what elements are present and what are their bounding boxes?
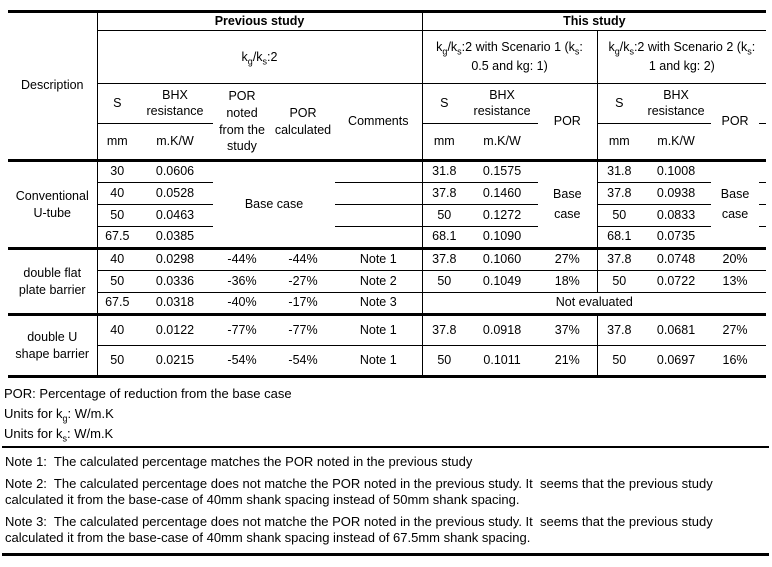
s-value-cell: 50 (97, 346, 137, 377)
comment-cell: Note 1 (335, 249, 422, 271)
description-header: Description (8, 12, 97, 161)
por-calculated-cell: -17% (271, 293, 335, 315)
group-label-cell: Conventional U-tube (8, 161, 97, 249)
notes-section (2, 446, 769, 556)
note-line: Note 2: The calculated percentage does not matche the POR noted in the previous study. It seems that the previous study (5, 476, 713, 491)
bhx-value-cell: 0.0681 (641, 315, 711, 346)
s-column-header: S (597, 84, 641, 124)
spacer-cell (759, 205, 766, 227)
s-value-cell: 50 (422, 271, 466, 293)
comment-cell: Note 2 (335, 271, 422, 293)
spacer-cell (759, 124, 766, 161)
prev-subtitle: $k_g/k_s:2$ (97, 31, 422, 84)
table-row (8, 227, 766, 249)
table-row (8, 31, 766, 84)
s-value-cell: 40 (97, 315, 137, 346)
note-line: Note 1: The calculated percentage matches the POR noted in the previous study (5, 454, 473, 469)
bhx-resistance-header: BHX resistance (466, 84, 538, 124)
note-line: Note 3: The calculated percentage does not matche the POR noted in the previous study. It seems that the previous study (5, 514, 713, 529)
comment-cell: Note 1 (335, 346, 422, 377)
por-noted-cell: -36% (213, 271, 271, 293)
comment-cell (335, 183, 422, 205)
comment-cell (335, 227, 422, 249)
comment-cell (335, 161, 422, 183)
table-row (8, 205, 766, 227)
s-value-cell: 50 (422, 346, 466, 377)
bhx-value-cell: 0.0336 (137, 271, 213, 293)
bhx-value-cell: 0.0722 (641, 271, 711, 293)
por-header: POR (711, 84, 759, 161)
s-column-header: S (97, 84, 137, 124)
table-row (8, 183, 766, 205)
por-calculated-cell: -27% (271, 271, 335, 293)
por-value-cell: 21% (538, 346, 597, 377)
bhx-value-cell: 0.1049 (466, 271, 538, 293)
por-value-cell: 20% (711, 249, 759, 271)
por-calculated-header: POR calculated (271, 84, 335, 161)
spacer-cell (759, 271, 766, 293)
note-1 (5, 454, 767, 470)
bhx-resistance-header: BHX resistance (137, 84, 213, 124)
scenario2-subtitle: $k_g/k_s:2$ with Scenario 2 ($k_s$: 1 and kg: 2) (597, 31, 766, 84)
s-value-cell: 37.8 (422, 183, 466, 205)
bhx-value-cell: 0.0735 (641, 227, 711, 249)
bhx-value-cell: 0.0918 (466, 315, 538, 346)
not-evaluated-cell: Not evaluated (422, 293, 766, 315)
s-value-cell: 40 (97, 183, 137, 205)
s-value-cell: 30 (97, 161, 137, 183)
s-value-cell: 68.1 (597, 227, 641, 249)
table-row (8, 161, 766, 183)
s-value-cell: 31.8 (422, 161, 466, 183)
por-value-cell: 18% (538, 271, 597, 293)
bhx-value-cell: 0.0748 (641, 249, 711, 271)
previous-study-header: Previous study (97, 12, 422, 31)
bhx-value-cell: 0.0833 (641, 205, 711, 227)
spacer-cell (759, 161, 766, 183)
s-unit-cell: mm (422, 124, 466, 161)
s-value-cell: 37.8 (597, 315, 641, 346)
s-value-cell: 50 (97, 271, 137, 293)
por-value-cell: 27% (538, 249, 597, 271)
s-value-cell: 37.8 (597, 183, 641, 205)
comments-header: Comments (335, 84, 422, 161)
s-value-cell: 50 (597, 205, 641, 227)
comment-cell: Note 3 (335, 293, 422, 315)
spacer-cell (759, 84, 766, 124)
s-value-cell: 50 (97, 205, 137, 227)
units-ks: Units for $k_s$: W/m.K (4, 426, 114, 444)
s-column-header: S (422, 84, 466, 124)
bhx-value-cell: 0.0215 (137, 346, 213, 377)
s-unit-cell: mm (597, 124, 641, 161)
bhx-unit-cell: m.K/W (466, 124, 538, 161)
comparison-table (8, 10, 766, 378)
por-noted-header: POR noted from the study (213, 84, 271, 161)
bhx-unit-cell: m.K/W (641, 124, 711, 161)
table-row (8, 346, 766, 377)
table-row (8, 12, 766, 31)
por-calculated-cell: -44% (271, 249, 335, 271)
table-row (8, 315, 766, 346)
table-row (8, 84, 766, 124)
por-value-cell: 27% (711, 315, 759, 346)
bhx-value-cell: 0.0463 (137, 205, 213, 227)
bhx-resistance-header: BHX resistance (641, 84, 711, 124)
spacer-cell (759, 227, 766, 249)
bhx-value-cell: 0.0122 (137, 315, 213, 346)
spacer-cell (759, 249, 766, 271)
por-calculated-cell: -54% (271, 346, 335, 377)
por-calculated-cell: -77% (271, 315, 335, 346)
bhx-value-cell: 0.0697 (641, 346, 711, 377)
bhx-value-cell: 0.1090 (466, 227, 538, 249)
s-value-cell: 37.8 (422, 249, 466, 271)
s-value-cell: 67.5 (97, 293, 137, 315)
bhx-value-cell: 0.0385 (137, 227, 213, 249)
bhx-value-cell: 0.1272 (466, 205, 538, 227)
s-value-cell: 31.8 (597, 161, 641, 183)
scenario1-subtitle: $k_g/k_s:2$ with Scenario 1 ($k_s$: 0.5 and kg: 1) (422, 31, 597, 84)
por-value-cell: 16% (711, 346, 759, 377)
bhx-value-cell: 0.1060 (466, 249, 538, 271)
por-noted-cell: -44% (213, 249, 271, 271)
legend (4, 385, 772, 442)
comment-cell: Note 1 (335, 315, 422, 346)
units-kg: Units for $k_g$: W/m.K (4, 406, 114, 424)
table-row (8, 271, 766, 293)
s-value-cell: 50 (597, 271, 641, 293)
table-row (8, 293, 766, 315)
s-value-cell: 67.5 (97, 227, 137, 249)
note-2 (5, 476, 767, 508)
s-value-cell: 68.1 (422, 227, 466, 249)
s-value-cell: 50 (422, 205, 466, 227)
base-case-cell: Base case (711, 161, 759, 249)
bhx-value-cell: 0.0938 (641, 183, 711, 205)
bhx-value-cell: 0.0318 (137, 293, 213, 315)
s-value-cell: 37.8 (422, 315, 466, 346)
s-value-cell: 37.8 (597, 249, 641, 271)
bhx-value-cell: 0.0606 (137, 161, 213, 183)
s-value-cell: 40 (97, 249, 137, 271)
spacer-cell (759, 346, 766, 377)
base-case-cell: Base case (213, 161, 335, 249)
bhx-value-cell: 0.1460 (466, 183, 538, 205)
bhx-value-cell: 0.1575 (466, 161, 538, 183)
por-header: POR (538, 84, 597, 161)
bhx-value-cell: 0.1011 (466, 346, 538, 377)
comment-cell (335, 205, 422, 227)
base-case-cell: Base case (538, 161, 597, 249)
por-noted-cell: -54% (213, 346, 271, 377)
bhx-value-cell: 0.1008 (641, 161, 711, 183)
spacer-cell (759, 183, 766, 205)
this-study-header: This study (422, 12, 766, 31)
note-3 (5, 514, 767, 546)
s-unit-cell: mm (97, 124, 137, 161)
por-noted-cell: -77% (213, 315, 271, 346)
bhx-value-cell: 0.0298 (137, 249, 213, 271)
group-label-cell: double U shape barrier (8, 315, 97, 377)
note-line: calculated it from the base-case of 40mm shank spacing instead of 67.5mm shank spacing. (5, 530, 531, 545)
por-value-cell: 37% (538, 315, 597, 346)
bhx-unit-cell: m.K/W (137, 124, 213, 161)
por-definition: POR: Percentage of reduction from the base case (4, 386, 292, 401)
note-line: calculated it from the base-case of 40mm shank spacing instead of 50mm shank spacing. (5, 492, 520, 507)
table-row (8, 249, 766, 271)
spacer-cell (759, 315, 766, 346)
s-value-cell: 50 (597, 346, 641, 377)
por-noted-cell: -40% (213, 293, 271, 315)
bhx-value-cell: 0.0528 (137, 183, 213, 205)
group-label-cell: double flat plate barrier (8, 249, 97, 315)
por-value-cell: 13% (711, 271, 759, 293)
